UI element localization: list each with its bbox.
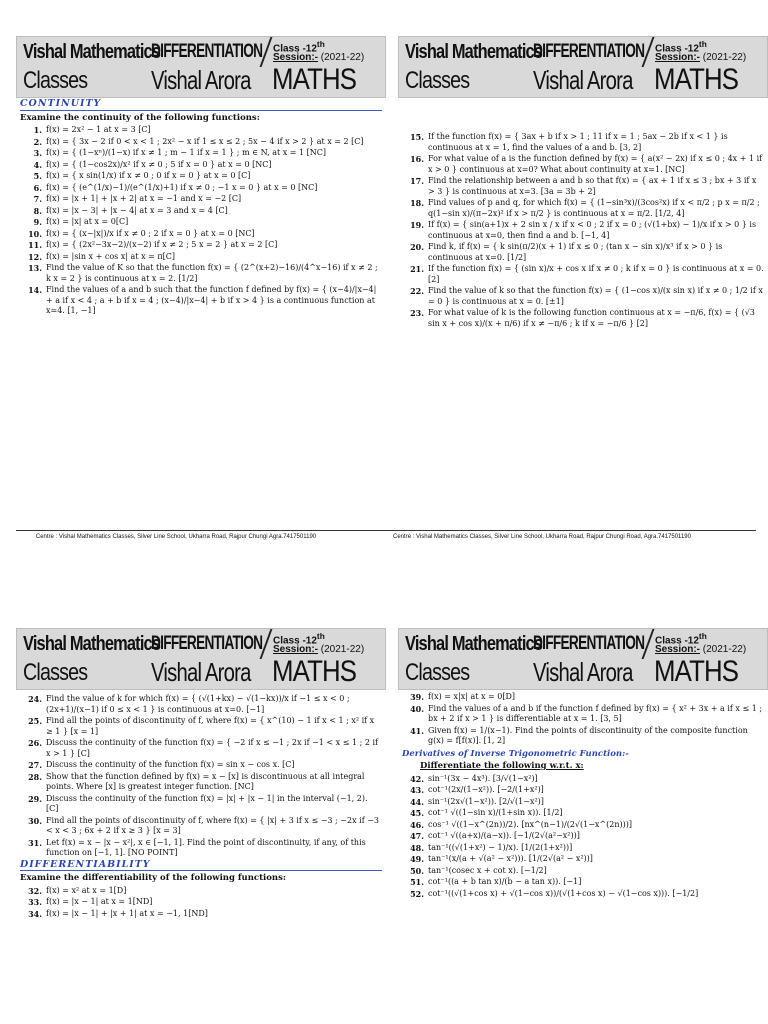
session-label: Session:- (2021-22) (273, 52, 365, 63)
question-item (20, 240, 382, 251)
subject-title: MATHS (272, 655, 357, 688)
question-text: If f(x) = { sin(a+1)x + 2 sin x / x if x < 0 ; 2 if x = 0 ; (√(1+bx) − 1)/x if x > 0 } is continuous at x=0, then find a and b. [−1, 4] (428, 220, 757, 240)
question-text: Find the value of K so that the function f(x) = { (2^(x+2)−16)/(4^x−16) if x ≠ 2 ; k x = 2 } is continuous at x = 2. [1/2] (46, 263, 378, 283)
question-text: Let f(x) = x − |x − x²|, x ∈ [−1, 1]. Find the point of discontinuity, if any, of this function on [−1, 1]. [NO POINT] (46, 837, 366, 857)
question-text: f(x) = |x − 1| + |x + 1| at x = −1, 1[ND] (46, 908, 208, 918)
question-item (402, 820, 764, 831)
question-number: 28. (28, 771, 42, 782)
page-continuity-1 (16, 36, 386, 318)
question-number: 14. (28, 285, 42, 295)
session-label: Session:- (2021-22) (655, 644, 747, 655)
subject-title: MATHS (654, 655, 739, 688)
question-number: 5. (33, 171, 42, 181)
question-text: sin⁻¹(3x − 4x³). [3/√(1−x²)] (428, 773, 538, 783)
question-number: 11. (28, 240, 42, 250)
institute-name: Vishal Mathematics (405, 633, 543, 655)
question-item (20, 886, 382, 897)
question-number: 2. (33, 136, 42, 147)
author-name: Vishal Arora (151, 65, 251, 95)
question-item (20, 206, 382, 217)
page-header (16, 36, 386, 98)
question-text: tan⁻¹((√(1+x²) − 1)/x). [1/(2(1+x²))] (428, 842, 573, 852)
section-title: Derivatives of Inverse Trigonometric Function:- (402, 748, 629, 759)
question-text: cot⁻¹((a + b tan x)/(b − a tan x)). [−1] (428, 877, 582, 886)
question-list (402, 692, 764, 747)
section-title: DIFFERENTIABILITY (20, 860, 382, 872)
question-item (20, 183, 382, 194)
question-number: 44. (410, 796, 424, 807)
question-number: 27. (28, 760, 42, 770)
question-item (20, 794, 382, 815)
question-item (402, 198, 764, 219)
question-item (402, 877, 764, 888)
question-item (20, 716, 382, 737)
question-text: f(x) = { (e^(1/x)−1)/(e^(1/x)+1) if x ≠ 0 ; −1 x = 0 } at x = 0 [NC] (46, 182, 318, 192)
question-number: 19. (410, 220, 424, 230)
institute-name: Vishal Mathematics (23, 633, 161, 655)
question-number: 29. (28, 793, 42, 804)
question-item (402, 308, 764, 329)
question-text: For what value of a is the function defined by f(x) = { a(x² − 2x) if x ≤ 0 ; 4x + 1 if x > 0 } continuous at x=0? What about continuity at x=1. [NC] (428, 154, 763, 174)
question-number: 25. (28, 716, 42, 726)
session-label: Session:- (2021-22) (655, 52, 747, 63)
question-item (20, 738, 382, 759)
question-text: f(x) = { 3x − 2 if 0 < x < 1 ; 2x² − x if 1 ≤ x ≤ 2 ; 5x − 4 if x > 2 } at x = 2 [C] (46, 136, 364, 146)
question-number: 18. (410, 198, 424, 208)
question-number: 12. (28, 251, 42, 262)
question-list-2 (402, 774, 764, 900)
question-text: Find the values of a and b if the function f defined by f(x) = { x² + 3x + a if x ≤ 1 ; bx + 2 if x > 1 } is differentiable at x = 1. [3, 5] (428, 703, 763, 723)
question-number: 52. (410, 888, 424, 899)
question-item (20, 838, 382, 859)
topic-title: DIFFERENTIATION (533, 41, 645, 62)
class-label: Class -12th (273, 39, 325, 55)
question-number: 6. (33, 182, 42, 193)
question-text: Find values of p and q, for which f(x) = { (1−sin³x)/(3cos²x) if x < π/2 ; p x = π/2 ; q(1−sin x)/(π−2x)² if x > π/2 } is continuous at x = π/2. [1/2, 4] (428, 198, 760, 218)
question-item (402, 154, 764, 175)
question-text: Given f(x) = 1/(x−1). Find the points of discontinuity of the composite function g(x) = f[f(x)]. [1, 2] (428, 725, 748, 745)
question-number: 41. (410, 725, 424, 736)
subject-title: MATHS (272, 63, 357, 96)
question-text: sin⁻¹(2x√(1−x²)). [2/√(1−x²)] (428, 796, 544, 806)
question-number: 13. (28, 263, 42, 273)
question-item (20, 897, 382, 908)
topic-title: DIFFERENTIATION (533, 633, 645, 654)
institute-name: Vishal Mathematics (23, 41, 161, 63)
page-header (398, 36, 768, 98)
question-text: Find the value of k so that the function f(x) = { (1−cos x)/(x sin x) if x ≠ 0 ; 1/2 if x = 0 } is continuous at x = 0. [±1] (428, 286, 763, 306)
author-name: Vishal Arora (533, 65, 633, 95)
question-number: 47. (410, 831, 424, 841)
question-number: 1. (33, 125, 42, 135)
question-number: 40. (410, 703, 424, 714)
footer-rule (16, 530, 756, 531)
class-label: Class -12th (655, 631, 707, 647)
question-item (20, 125, 382, 136)
question-text: Find the values of a and b such that the function f defined by f(x) = { (x−4)/|x−4| + a if x < 4 ; a + b if x = 4 ; (x−4)/|x−4| + b if x > 4 } is a continuous function at x=4. [1, −1] (46, 285, 377, 315)
question-list-2 (20, 886, 382, 920)
question-text: f(x) = |x + 1| + |x + 2| at x = −1 and x = −2 [C] (46, 194, 242, 203)
question-text: cot⁻¹((√(1+cos x) + √(1−cos x))/(√(1+cos x) − √(1−cos x))). [−1/2] (428, 888, 699, 898)
question-item (402, 843, 764, 854)
question-item (20, 171, 382, 182)
question-item (402, 831, 764, 842)
question-text: f(x) = x² at x = 1[D] (46, 885, 127, 895)
question-item (402, 286, 764, 307)
question-text: f(x) = { (x−|x|)/x if x ≠ 0 ; 2 if x = 0 } at x = 0 [NC] (46, 228, 255, 238)
question-number: 9. (33, 217, 42, 227)
question-item (402, 726, 764, 747)
question-item (20, 160, 382, 171)
question-text: If the function f(x) = { 3ax + b if x > 1 ; 11 if x = 1 ; 5ax − 2b if x < 1 } is continuous at x = 1, find the values of a and b. [3, 2] (428, 132, 728, 152)
question-item (20, 263, 382, 284)
section-title: CONTINUITY (20, 99, 382, 111)
question-text: cot⁻¹ √((a+x)/(a−x)). [−1/(2√(a²−x²))] (428, 831, 580, 840)
page-body (16, 690, 386, 919)
page-body (398, 98, 768, 329)
page-body (16, 99, 386, 317)
question-item (20, 909, 382, 920)
question-item (402, 704, 764, 725)
institute-classes: Classes (405, 67, 470, 94)
topic-title: DIFFERENTIATION (151, 633, 263, 654)
institute-name: Vishal Mathematics (405, 41, 543, 63)
question-number: 46. (410, 819, 424, 830)
question-item (402, 854, 764, 865)
page-header (16, 628, 386, 690)
question-text: Show that the function defined by f(x) = x − [x] is discontinuous at all integral points. Where [x] is greatest integer function. [NC] (46, 771, 365, 791)
question-item (20, 816, 382, 837)
question-text: cot⁻¹(2x/(1−x²)). [−2/(1+x²)] (428, 785, 544, 794)
question-item (402, 797, 764, 808)
question-item (20, 148, 382, 159)
question-text: Find the value of k for which f(x) = { (√(1+kx) − √(1−kx))/x if −1 ≤ x < 0 ; (2x+1)/(x−1) if 0 ≤ x < 1 } is continuous at x=0. [−1] (46, 694, 350, 714)
page-body (398, 690, 768, 899)
question-item (402, 866, 764, 877)
question-item (20, 760, 382, 771)
institute-classes: Classes (23, 67, 88, 94)
institute-classes: Classes (405, 659, 470, 686)
question-number: 39. (410, 692, 424, 702)
question-text: Find all the points of discontinuity of f, where f(x) = { x^(10) − 1 if x < 1 ; x² if x ≥ 1 } [x = 1] (46, 716, 375, 736)
page-continuity-3 (16, 628, 386, 920)
question-number: 49. (410, 854, 424, 864)
session-label: Session:- (2021-22) (273, 644, 365, 655)
question-number: 17. (410, 176, 424, 186)
question-number: 24. (28, 694, 42, 704)
question-item (402, 176, 764, 197)
question-number: 22. (410, 286, 424, 296)
author-name: Vishal Arora (151, 657, 251, 687)
question-item (20, 252, 382, 263)
question-text: Find the relationship between a and b so that f(x) = { ax + 1 if x ≤ 3 ; bx + 3 if x > 3 } is continuous at x=3. [3a = 3b + 2] (428, 176, 757, 196)
question-number: 45. (410, 808, 424, 818)
question-number: 31. (28, 837, 42, 848)
section-heading: Examine the continuity of the following functions: (20, 112, 260, 123)
question-text: f(x) = { (1−xⁿ)/(1−x) if x ≠ 1 ; m − 1 if x = 1 } ; m ∈ N, at x = 1 [NC] (46, 148, 327, 157)
question-number: 4. (33, 159, 42, 170)
question-item (402, 264, 764, 285)
question-number: 26. (28, 738, 42, 748)
question-number: 32. (28, 885, 42, 896)
question-item (402, 132, 764, 153)
question-text: f(x) = 2x² − 1 at x = 3 [C] (46, 125, 151, 134)
footer-right: Centre : Vishal Mathematics Classes, Silver Line School, Ukharra Road, Rajpur Chungi Road, Agra.7417501190 (393, 534, 691, 540)
question-number: 16. (410, 154, 424, 164)
question-text: Discuss the continuity of the function f(x) = { −2 if x ≤ −1 ; 2x if −1 < x ≤ 1 ; 2 if x > 1 } [C] (46, 738, 378, 758)
topic-title: DIFFERENTIATION (151, 41, 263, 62)
question-text: f(x) = { x sin(1/x) if x ≠ 0 ; 0 if x = 0 } at x = 0 [C] (46, 171, 251, 180)
question-text: f(x) = x|x| at x = 0[D] (428, 692, 516, 701)
question-item (402, 220, 764, 241)
question-text: tan⁻¹(cosec x + cot x). [−1/2] (428, 865, 547, 875)
question-text: f(x) = |x − 1| at x = 1[ND] (46, 897, 153, 906)
question-number: 21. (410, 264, 424, 274)
question-number: 51. (410, 877, 424, 887)
page-header (398, 628, 768, 690)
institute-classes: Classes (23, 659, 88, 686)
question-text: f(x) = { (1−cos2x)/x² if x ≠ 0 ; 5 if x = 0 } at x = 0 [NC] (46, 159, 272, 169)
question-number: 30. (28, 815, 42, 826)
question-text: For what value of k is the following function continuous at x = −π/6, f(x) = { (√3 sin x + cos x)/(x + π/6) if x ≠ −π/6 ; k if x = −π/6 } [2] (428, 308, 755, 328)
question-item (402, 808, 764, 819)
page-derivatives (398, 628, 768, 900)
question-item (20, 285, 382, 317)
question-number: 3. (33, 148, 42, 158)
question-number: 23. (410, 308, 424, 318)
question-text: Find k, if f(x) = { k sin(π/2)(x + 1) if x ≤ 0 ; (tan x − sin x)/x³ if x > 0 } is continuous at x=0. [1/2] (428, 242, 723, 262)
question-item (20, 694, 382, 715)
question-text: f(x) = { (2x²−3x−2)/(x−2) if x ≠ 2 ; 5 x = 2 } at x = 2 [C] (46, 240, 278, 249)
question-text: cot⁻¹ √((1−sin x)/(1+sin x)). [1/2] (428, 808, 563, 817)
question-number: 42. (410, 773, 424, 784)
question-number: 34. (28, 908, 42, 919)
question-item (402, 785, 764, 796)
section-heading: Differentiate the following w.r.t. x: (420, 761, 584, 771)
question-list (20, 125, 382, 317)
class-label: Class -12th (655, 39, 707, 55)
question-number: 33. (28, 897, 42, 907)
question-number: 8. (33, 205, 42, 216)
section-heading: Examine the differentiability of the following functions: (20, 873, 286, 883)
question-number: 48. (410, 842, 424, 853)
question-text: f(x) = |sin x + cos x| at x = π[C] (46, 251, 176, 261)
question-text: tan⁻¹(x/(a + √(a² − x²))). [1/(2√(a² − x²))] (428, 854, 593, 863)
question-list (402, 132, 764, 329)
question-item (20, 229, 382, 240)
question-item (20, 217, 382, 228)
question-item (20, 137, 382, 148)
question-item (20, 194, 382, 205)
question-text: Discuss the continuity of the function f(x) = |x| + |x − 1| in the interval (−1, 2). [C] (46, 793, 368, 813)
question-text: f(x) = |x − 3| + |x − 4| at x = 3 and x = 4 [C] (46, 205, 228, 215)
question-number: 7. (33, 194, 42, 204)
question-item (402, 692, 764, 703)
question-number: 50. (410, 865, 424, 876)
page-continuity-2 (398, 36, 768, 330)
question-text: If the function f(x) = { (sin x)/x + cos x if x ≠ 0 ; k if x = 0 } is continuous at x = 0. [2] (428, 264, 764, 284)
question-number: 43. (410, 785, 424, 795)
question-text: Find all the points of discontinuity of f, where f(x) = { |x| + 3 if x ≤ −3 ; −2x if −3 < x < 3 ; 6x + 2 if x ≥ 3 } [x = 3] (46, 815, 379, 835)
question-text: cos⁻¹ √((1−x^(2n))/2). [nx^(n−1)/(2√(1−x^(2n)))] (428, 819, 632, 829)
question-number: 15. (410, 132, 424, 142)
question-item (402, 242, 764, 263)
author-name: Vishal Arora (533, 657, 633, 687)
question-list (20, 694, 382, 859)
question-number: 20. (410, 242, 424, 252)
question-item (402, 889, 764, 900)
class-label: Class -12th (273, 631, 325, 647)
question-text: f(x) = |x| at x = 0[C] (46, 217, 129, 226)
question-item (402, 774, 764, 785)
question-item (20, 772, 382, 793)
question-number: 10. (28, 228, 42, 239)
footer-left: Centre : Vishal Mathematics Classes, Silver Line School, Ukharra Road, Rajpur Chungi Agra.7417501190 (35, 534, 317, 540)
question-text: Discuss the continuity of the function f(x) = sin x − cos x. [C] (46, 760, 295, 769)
subject-title: MATHS (654, 63, 739, 96)
